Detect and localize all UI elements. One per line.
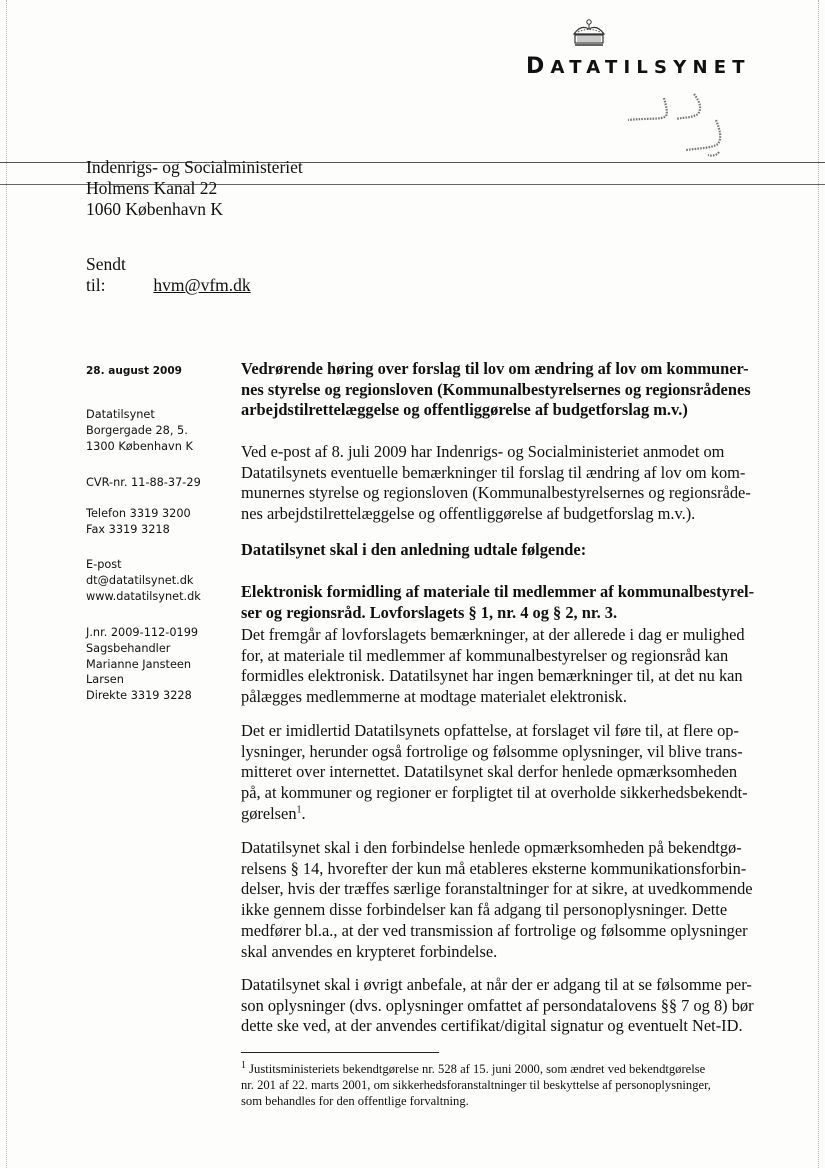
para2-line-2: lysninger, herunder også fortrolige og følsomme oplysninger, vil blive trans- [241, 741, 743, 761]
section-heading-line-1: Elektronisk formidling af materiale til medlemmer af kommunalbestyrel- [241, 582, 755, 601]
sender-city: 1300 København K [86, 439, 193, 453]
section-heading [241, 582, 761, 623]
subject-line-1: Vedrørende høring over forslag til lov om ændring af lov om kommuner- [241, 359, 749, 378]
para3-line-2: relsens § 14, hvorefter der kun må etableres eksterne kommunikationsforbin- [241, 858, 747, 878]
subject-line-3: arbejdstilrettelæggelse og offentliggørelse af budgetforslag m.v.) [241, 400, 688, 420]
para2-line-3: mitteret over internettet. Datatilsynet skal derfor henlede opmærksomheden [241, 762, 738, 782]
footnote-line-3: som behandles for den offentlige forvaltning. [241, 1093, 469, 1108]
para3-line-6: skal anvendes en krypteret forbindelse. [241, 941, 498, 961]
intro-line-4: nes arbejdstilrettelæggelse og offentliggørelse af budgetforslag m.v.). [241, 504, 696, 524]
case-handler-name-1: Marianne Jansteen [86, 657, 192, 671]
para2-line-5-text: gørelsen [241, 803, 297, 823]
footnote-line-1 [241, 1059, 761, 1078]
subject-heading [241, 359, 761, 421]
para1-line-2: for, at materiale til medlemmer af kommunalbestyrelser og regionsråd kan [241, 645, 729, 665]
sender-street: Borgergade 28, 5. [86, 423, 188, 437]
recipient-line-2: Holmens Kanal 22 [86, 178, 218, 198]
sender-name: Datatilsynet [86, 408, 155, 421]
phone-number: Telefon 3319 3200 [86, 507, 191, 520]
fax-number: Fax 3319 3218 [86, 522, 170, 536]
recipient-line-3: 1060 København K [86, 199, 224, 219]
case-handler-label: Sagsbehandler [86, 641, 171, 655]
footnote [241, 1059, 761, 1109]
para4-line-1: Datatilsynet skal i øvrigt anbefale, at når der er adgang til at se følsomme per- [241, 975, 752, 994]
paragraph-3 [241, 838, 761, 962]
paragraph-1 [241, 625, 761, 708]
intro-paragraph [241, 442, 761, 525]
para1-line-4: pålægges medlemmerne at modtage materialet elektronisk. [241, 687, 627, 707]
section-heading-line-2: ser og regionsråd. Lovforslagets § 1, nr. 4 og § 2, nr. 3. [241, 602, 618, 622]
paragraph-2 [241, 721, 761, 825]
statement-line: Datatilsynet skal i den anledning udtale følgende: [241, 540, 587, 559]
footnote-separator [241, 1052, 439, 1053]
cvr-number: CVR-nr. 11-88-37-29 [86, 476, 201, 489]
recipient-line-1: Indenrigs- og Socialministeriet [86, 157, 303, 177]
footnote-mark: 1 [241, 1059, 246, 1071]
intro-line-2: Datatilsynets eventuelle bemærkninger til forslag til ændring af lov om kom- [241, 462, 746, 482]
para4-line-2: son oplysninger (dvs. oplysninger omfattet af persondatalovens §§ 7 og 8) bør [241, 995, 754, 1015]
footnote-line-2: nr. 201 af 22. marts 2001, om sikkerhedsforanstaltninger til beskyttelse af personoplysninger, [241, 1077, 711, 1092]
footnote-line-1-text: Justitsministeriets bekendtgørelse nr. 528 af 15. juni 2000, som ændret ved bekendtgørelse [249, 1062, 706, 1076]
case-info-block [86, 625, 236, 704]
para3-line-1: Datatilsynet skal i den forbindelse henlede opmærksomheden på bekendtgø- [241, 838, 742, 857]
para2-line-1: Det er imidlertid Datatilsynets opfattelse, at forslaget vil føre til, at flere op- [241, 721, 739, 740]
sent-to-email-link[interactable]: hvm@vfm.dk [153, 275, 251, 295]
sender-sidebar [86, 364, 236, 380]
para3-line-3: delser, hvis der træffes særlige foranstaltninger for at sikre, at uvedkommende [241, 879, 753, 899]
contact-email-block [86, 557, 236, 604]
para3-line-4: ikke gennem disse forbindelser kan få adgang til personoplysninger. Dette [241, 900, 728, 920]
intro-line-3: munernes styrelse og regionsloven (Kommunalbestyrelsernes og regionsråde- [241, 483, 751, 503]
para2-line-4: på, at kommuner og regioner er forpligtet til at overholde sikkerhedsbekendt- [241, 783, 748, 803]
para2-end-period: . [301, 803, 306, 823]
email-link[interactable]: dt@datatilsynet.dk [86, 573, 194, 587]
handwritten-initials-mark [620, 92, 730, 164]
website-link[interactable]: www.datatilsynet.dk [86, 589, 201, 603]
para1-line-1: Det fremgår af lovforslagets bemærkninger, at der allerede i dag er mulighed [241, 625, 745, 644]
para3-line-5: medfører bl.a., at der ved transmission af fortrolige og følsomme oplysninger [241, 920, 748, 940]
direct-phone: Direkte 3319 3228 [86, 689, 192, 703]
para1-line-3: formidles elektronisk. Datatilsynet har ingen bemærkninger til, at det nu kan [241, 666, 743, 686]
email-label: E-post [86, 558, 122, 571]
crown-logo-icon [569, 18, 609, 52]
case-handler-name-2: Larsen [86, 673, 124, 687]
paragraph-4 [241, 975, 761, 1037]
para2-line-5 [241, 804, 761, 825]
letter-date: 28. august 2009 [86, 365, 182, 377]
brand-wordmark: DATATILSYNET [526, 54, 751, 79]
scan-edge-right [818, 0, 819, 1168]
scan-edge-left [6, 0, 7, 1168]
footnote-ref-1[interactable]: 1 [296, 804, 302, 816]
contact-phone-block [86, 506, 236, 538]
sent-to-line [86, 254, 251, 296]
intro-line-1: Ved e-post af 8. juli 2009 har Indenrigs- og Socialministeriet anmodet om [241, 442, 725, 461]
sent-to-label: Sendt til: [86, 254, 126, 295]
para4-line-3: dette ske ved, at der anvendes certifikat/digital signatur og eventuelt Net-ID. [241, 1016, 743, 1036]
journal-number: J.nr. 2009-112-0199 [86, 626, 199, 639]
subject-line-2: nes styrelse og regionsloven (Kommunalbestyrelsernes og regionsrådenes [241, 379, 751, 399]
sender-address [86, 407, 236, 454]
